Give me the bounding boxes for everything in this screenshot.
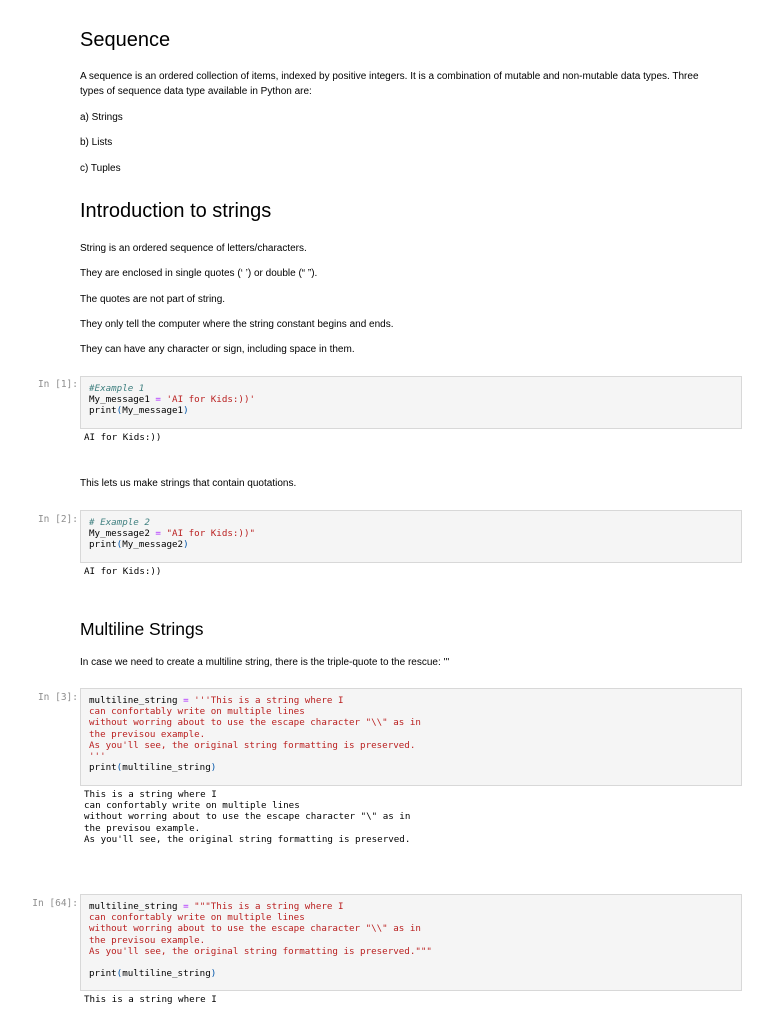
code-string-line: can confortably write on multiple lines <box>89 706 305 718</box>
code-string-line: can confortably write on multiple lines <box>89 912 305 924</box>
code-string-line: the previsou example. <box>89 728 206 740</box>
list-item-tuples: c) Tuples <box>80 163 121 174</box>
code-builtin: print <box>89 539 117 551</box>
list-item-strings: a) Strings <box>80 112 123 123</box>
output-line: This is a string where I <box>84 789 217 800</box>
code-string-line: without worring about to use the escape character "\\" as in <box>89 923 421 935</box>
heading-sequence: Sequence <box>80 29 171 51</box>
code-cell[interactable] <box>80 894 742 991</box>
heading-multiline-strings: Multiline Strings <box>80 619 204 639</box>
code-comment: # Example 2 <box>89 517 150 528</box>
code-operator: = <box>183 901 189 912</box>
intro-line-3: The quotes are not part of string. <box>80 294 226 305</box>
paragraph-quotations: This lets us make strings that contain quotations. <box>80 478 297 489</box>
code-variable: My_message2 <box>89 528 150 540</box>
code-string-line: without worring about to use the escape character "\\" as in <box>89 717 421 729</box>
code-paren: ( <box>116 968 123 980</box>
code-builtin: print <box>89 968 117 980</box>
list-item-lists: b) Lists <box>80 137 113 148</box>
code-string-line: '''This is a string where I <box>194 695 344 706</box>
cell-output: AI for Kids:)) <box>84 566 162 577</box>
intro-line-1: String is an ordered sequence of letters/characters. <box>80 243 307 254</box>
code-cell[interactable] <box>80 376 742 429</box>
code-string-line: the previsou example. <box>89 934 206 946</box>
sequence-paragraph-line1: A sequence is an ordered collection of items, indexed by positive integers. It is a combination of mutable and non-mutable data types. Three <box>80 71 699 82</box>
output-line: This is a string where I <box>84 994 217 1005</box>
output-line: can confortably write on multiple lines <box>84 800 300 812</box>
multiline-intro: In case we need to create a multiline string, there is the triple-quote to the rescue: ''' <box>80 657 450 668</box>
code-paren: ) <box>183 405 189 417</box>
output-line: without worring about to use the escape character "\" as in <box>84 811 411 823</box>
code-cell[interactable] <box>80 688 742 786</box>
code-paren: ( <box>116 539 123 551</box>
cell-prompt: In [3]: <box>37 692 78 703</box>
output-line: As you'll see, the original string formatting is preserved. <box>84 833 411 845</box>
intro-line-5: They can have any character or sign, including space in them. <box>80 344 355 355</box>
code-string: 'AI for Kids:))' <box>166 394 256 406</box>
code-string-line: As you'll see, the original string formatting is preserved. <box>89 739 416 751</box>
cell-output <box>84 994 217 1005</box>
code-paren: ) <box>210 968 217 980</box>
cell-prompt: In [64]: <box>32 898 78 909</box>
code-paren: ( <box>116 762 123 774</box>
code-argument: My_message2 <box>122 539 184 551</box>
code-operator: = <box>155 394 161 406</box>
code-argument: multiline_string <box>122 762 211 774</box>
code-string-line: ''' <box>89 751 106 763</box>
code-argument: multiline_string <box>122 968 211 980</box>
code-paren: ) <box>210 762 217 774</box>
intro-line-2: They are enclosed in single quotes (‘ ’) or double (“ ”). <box>80 268 318 279</box>
code-paren: ( <box>116 405 123 417</box>
code-comment: #Example 1 <box>89 383 145 394</box>
code-cell[interactable] <box>80 510 742 563</box>
code-argument: My_message1 <box>122 405 184 417</box>
code-builtin: print <box>89 762 117 774</box>
code-variable: My_message1 <box>89 394 150 406</box>
code-operator: = <box>155 528 161 540</box>
code-paren: ) <box>183 539 189 551</box>
code-builtin: print <box>89 405 117 417</box>
cell-output: AI for Kids:)) <box>84 432 162 443</box>
cell-prompt: In [2]: <box>37 514 78 525</box>
code-variable: multiline_string <box>89 901 178 912</box>
heading-introduction-to-strings: Introduction to strings <box>80 200 272 222</box>
code-string-line: """This is a string where I <box>194 901 344 912</box>
code-variable: multiline_string <box>89 695 178 706</box>
output-line: the previsou example. <box>84 822 201 834</box>
intro-line-4: They only tell the computer where the string constant begins and ends. <box>80 319 394 330</box>
code-operator: = <box>183 695 189 706</box>
sequence-paragraph-line2: types of sequence data type available in Python are: <box>80 86 312 97</box>
code-string: "AI for Kids:))" <box>166 528 256 540</box>
cell-output <box>84 789 410 845</box>
code-string-line: As you'll see, the original string formatting is preserved.""" <box>89 945 432 957</box>
cell-prompt: In [1]: <box>37 379 78 390</box>
